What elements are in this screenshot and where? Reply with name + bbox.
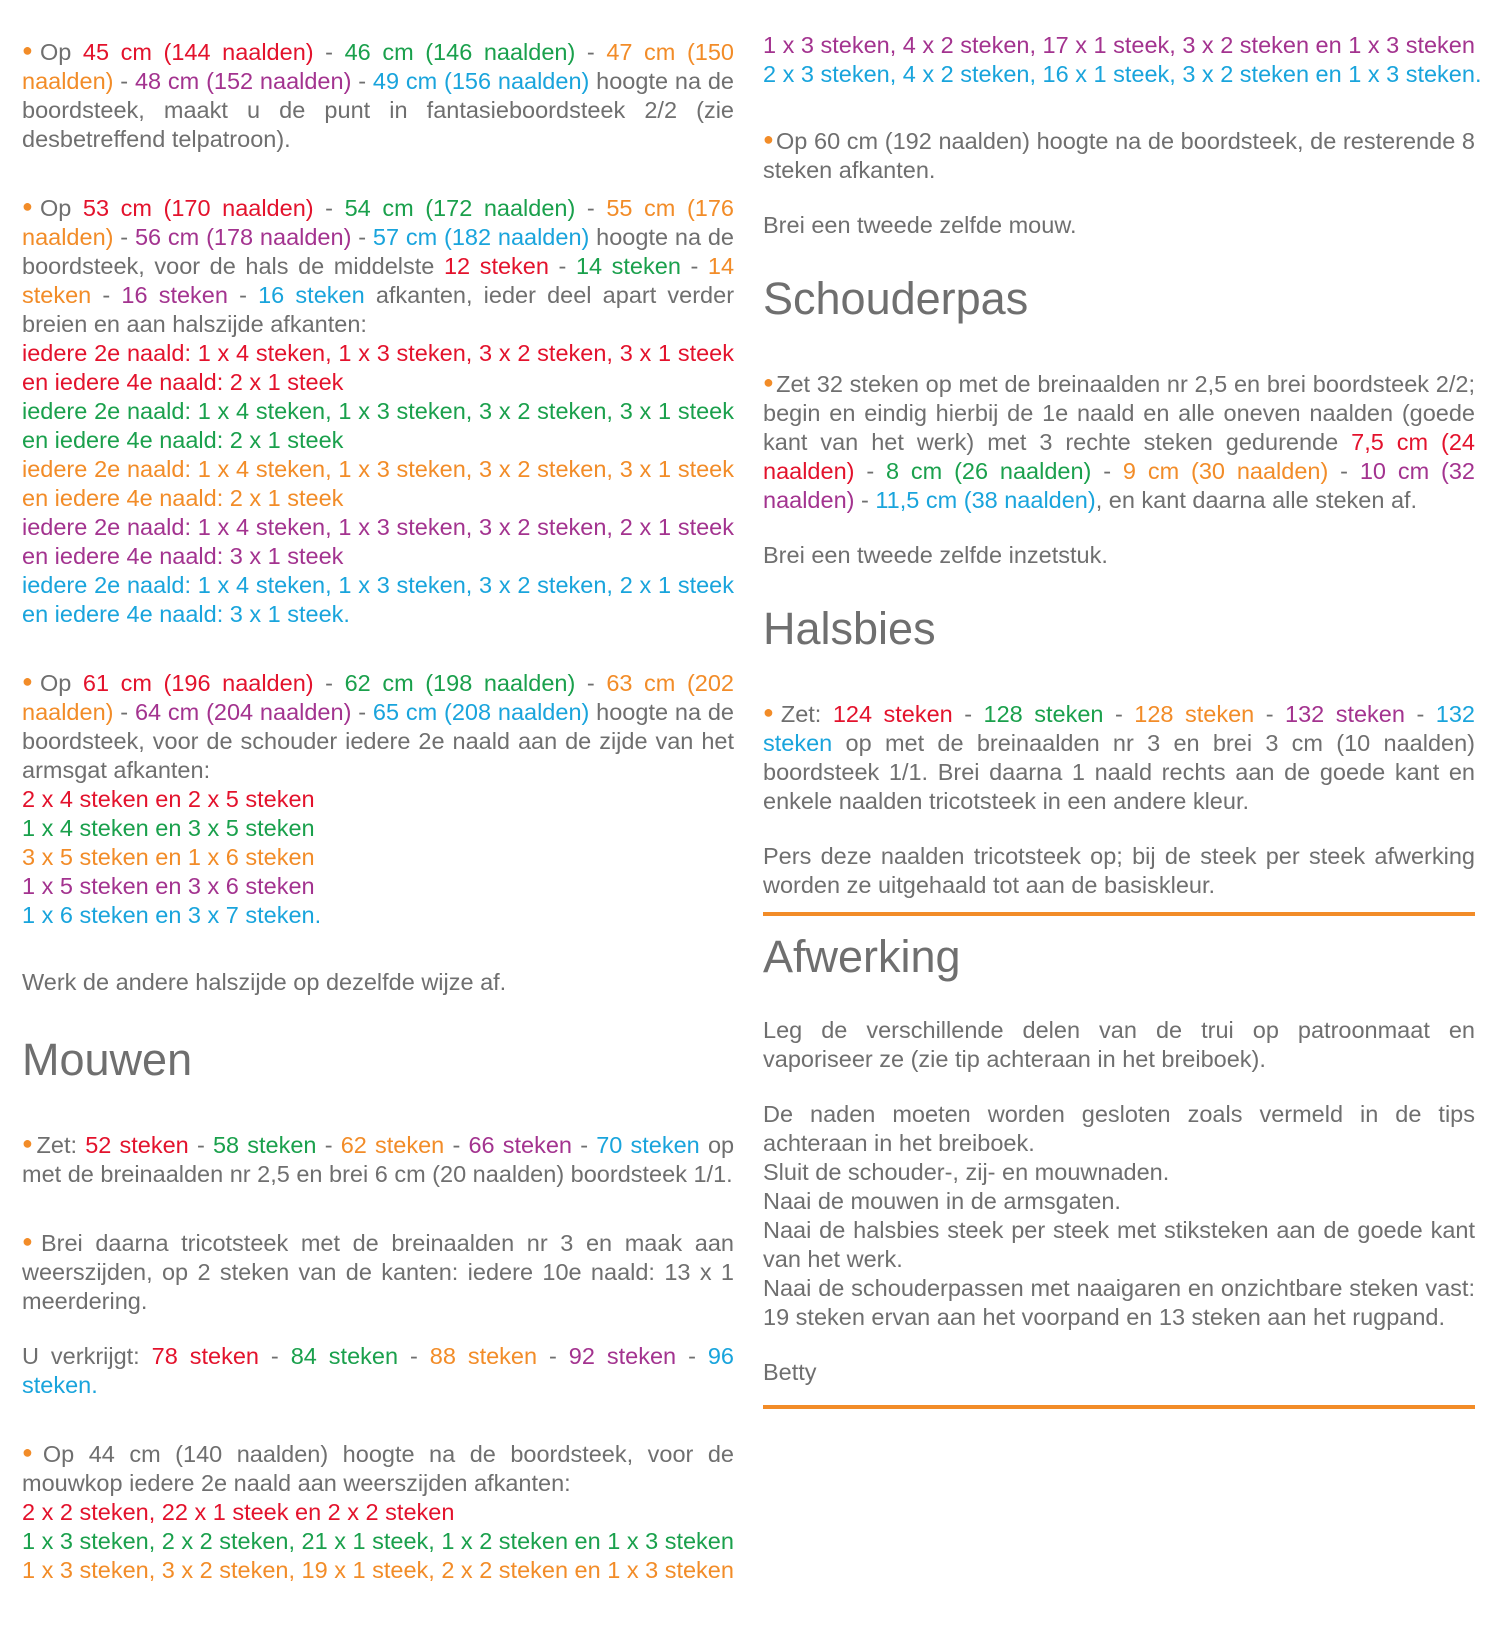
bullet-icon: ● <box>763 702 779 722</box>
size-line: iedere 2e naald: 1 x 4 steken, 1 x 3 steken, 3 x 2 steken, 2 x 1 steek en iedere 4e naald: 3 x 1 steek. <box>22 572 734 627</box>
size-line: 1 x 3 steken, 2 x 2 steken, 21 x 1 steek, 1 x 2 steken en 1 x 3 steken <box>22 1528 734 1554</box>
bullet-icon: ● <box>22 671 38 691</box>
stitch-result-paragraph: U verkrijgt: 78 steken - 84 steken - 88 steken - 92 steken - 96 steken. <box>22 1343 734 1398</box>
second-strap-note: Brei een tweede zelfde inzetstuk. <box>763 542 1108 568</box>
size-line: 3 x 5 steken en 1 x 6 steken <box>22 844 315 870</box>
right-column <box>763 31 1482 1425</box>
signature: Betty <box>763 1359 817 1385</box>
orange-divider <box>763 912 1475 916</box>
second-sleeve-note: Brei een tweede zelfde mouw. <box>763 212 1077 238</box>
size-line: 1 x 4 steken en 3 x 5 steken <box>22 815 315 841</box>
size-line: iedere 2e naald: 1 x 4 steken, 1 x 3 steken, 3 x 2 steken, 3 x 1 steek en iedere 4e naald: 2 x 1 steek <box>22 398 734 453</box>
bullet-icon: ● <box>22 1231 39 1251</box>
neck-paragraph: ●Op 53 cm (170 naalden) - 54 cm (172 naalden) - 55 cm (176 naalden) - 56 cm (178 naalden) - 57 cm (182 naalden) hoogte na de boordsteek, voor de hals de middelste 12 steken - 14 steken - 14 steken - 16 steken - 16 steken afkanten, ieder deel apart verder breien en aan halszijde afkanten: iedere 2e naald: 1 x 4 steken, 1 x 3 steken, 3 x 2 steken, 3 x 1 steek en iedere 4e naald: 2 x 1 steek iedere 2e naald: 1 x 4 steken, 1 x 3 steken, 3 x 2 steken, 3 x 1 steek en iedere 4e naald: 2 x 1 steek iedere 2e naald: 1 x 4 steken, 1 x 3 steken, 3 x 2 steken, 3 x 1 steek en iedere 4e naald: 2 x 1 steek iedere 2e naald: 1 x 4 steken, 1 x 3 steken, 3 x 2 steken, 2 x 1 steek en iedere 4e naald: 3 x 1 steek iedere 2e naald: 1 x 4 steken, 1 x 3 steken, 3 x 2 steken, 2 x 1 steek en iedere 4e naald: 3 x 1 steek. <box>22 195 735 627</box>
other-side-note: Werk de andere halszijde op dezelfde wijze af. <box>22 969 507 995</box>
size-line: 2 x 4 steken en 2 x 5 steken <box>22 786 315 812</box>
bullet-icon: ● <box>763 129 774 149</box>
section-title-afwerking: Afwerking <box>763 931 961 982</box>
size-line: 1 x 3 steken, 3 x 2 steken, 19 x 1 steek, 2 x 2 steken en 1 x 3 steken <box>22 1557 734 1583</box>
size-line: iedere 2e naald: 1 x 4 steken, 1 x 3 steken, 3 x 2 steken, 3 x 1 steek en iedere 4e naald: 2 x 1 steek <box>22 340 734 395</box>
size-line: 2 x 3 steken, 4 x 2 steken, 16 x 1 steek, 3 x 2 steken en 1 x 3 steken. <box>763 61 1482 87</box>
front-point-paragraph: ●Op 45 cm (144 naalden) - 46 cm (146 naalden) - 47 cm (150 naalden) - 48 cm (152 naalden) - 49 cm (156 naalden) hoogte na de boordsteek, maakt u de punt in fantasieboordsteek 2/2 (zie desbetreffend telpatroon). <box>22 39 734 152</box>
bullet-icon: ● <box>22 196 38 216</box>
size-line: 1 x 5 steken en 3 x 6 steken <box>22 873 315 899</box>
bullet-icon: ● <box>22 1442 41 1462</box>
size-line: iedere 2e naald: 1 x 4 steken, 1 x 3 steken, 3 x 2 steken, 3 x 1 steek en iedere 4e naald: 2 x 1 steek <box>22 456 734 511</box>
orange-divider <box>763 1405 1475 1409</box>
size-line: 1 x 6 steken en 3 x 7 steken. <box>22 902 322 928</box>
finishing-paragraph: Leg de verschillende delen van de trui op patroonmaat en vaporiseer ze (zie tip achteraan in het breiboek). <box>763 1017 1475 1072</box>
sleeve-increase-paragraph: ●Brei daarna tricotsteek met de breinaalden nr 3 en maak aan weerszijden, op 2 steken van de kanten: iedere 10e naald: 13 x 1 meerdering. <box>22 1230 734 1314</box>
section-title-halsbies: Halsbies <box>763 603 936 654</box>
section-title-schouderpas: Schouderpas <box>763 273 1029 324</box>
bullet-icon: ● <box>22 40 38 60</box>
size-line: 2 x 2 steken, 22 x 1 steek en 2 x 2 steken <box>22 1499 455 1525</box>
sleeve-cast-on-paragraph: ●Zet: 52 steken - 58 steken - 62 steken - 66 steken - 70 steken op met de breinaalden nr 2,5 en brei 6 cm (20 naalden) boordsteek 1/1. <box>22 1132 735 1187</box>
sleeve-cap-continuation <box>763 31 1482 89</box>
press-note: Pers deze naalden tricotsteek op; bij de steek per steek afwerking worden ze uitgehaald tot aan de basiskleur. <box>763 843 1475 898</box>
size-line: iedere 2e naald: 1 x 4 steken, 1 x 3 steken, 3 x 2 steken, 2 x 1 steek en iedere 4e naald: 3 x 1 steek <box>22 514 734 569</box>
bullet-icon: ● <box>763 372 775 392</box>
section-title-mouwen: Mouwen <box>22 1034 193 1085</box>
shoulder-paragraph: ●Op 61 cm (196 naalden) - 62 cm (198 naalden) - 63 cm (202 naalden) - 64 cm (204 naalden) - 65 cm (208 naalden) hoogte na de boordsteek, voor de schouder iedere 2e naald aan de zijde van het armsgat afkanten: 2 x 4 steken en 2 x 5 steken 1 x 4 steken en 3 x 5 steken 3 x 5 steken en 1 x 6 steken 1 x 5 steken en 3 x 6 steken 1 x 6 steken en 3 x 7 steken. <box>22 670 734 928</box>
size-line: 1 x 3 steken, 4 x 2 steken, 17 x 1 steek, 3 x 2 steken en 1 x 3 steken <box>763 32 1475 58</box>
shoulder-strap-paragraph: ●Zet 32 steken op met de breinaalden nr 2,5 en brei boordsteek 2/2; begin en eindig hierbij de 1e naald en alle oneven naalden (goede kant van het werk) met 3 rechte steken gedurende 7,5 cm (24 naalden) - 8 cm (26 naalden) - 9 cm (30 naalden) - 10 cm (32 naalden) - 11,5 cm (38 naalden), en kant daarna alle steken af. <box>763 371 1475 513</box>
bullet-icon: ● <box>22 1133 35 1153</box>
left-column <box>22 36 734 1585</box>
sleeve-bind-off-paragraph: ●Op 60 cm (192 naalden) hoogte na de boordsteek, de resterende 8 steken afkanten. <box>763 128 1475 183</box>
sleeve-cap-paragraph: ●Op 44 cm (140 naalden) hoogte na de boordsteek, voor de mouwkop iedere 2e naald aan weerszijden afkanten: 2 x 2 steken, 22 x 1 steek en 2 x 2 steken 1 x 3 steken, 2 x 2 steken, 21 x 1 steek, 1 x 2 steken en 1 x 3 steken 1 x 3 steken, 3 x 2 steken, 19 x 1 steek, 2 x 2 steken en 1 x 3 steken <box>22 1441 735 1583</box>
neckband-paragraph: ●Zet: 124 steken - 128 steken - 128 steken - 132 steken - 132 steken op met de breinaalden nr 3 en brei 3 cm (10 naalden) boordsteek 1/1. Brei daarna 1 naald rechts aan de goede kant en enkele naalden tricotsteek in een andere kleur. <box>763 701 1475 814</box>
seams-paragraph: De naden moeten worden gesloten zoals vermeld in de tips achteraan in het breiboek. Sluit de schouder-, zij- en mouwnaden. Naai de mouwen in de armsgaten. Naai de halsbies steek per steek met stiksteken aan de goede kant van het werk. Naai de schouderpassen met naaigaren en onzichtbare steken vast: 19 steken ervan aan het voorpand en 13 steken aan het rugpand. <box>763 1101 1475 1330</box>
